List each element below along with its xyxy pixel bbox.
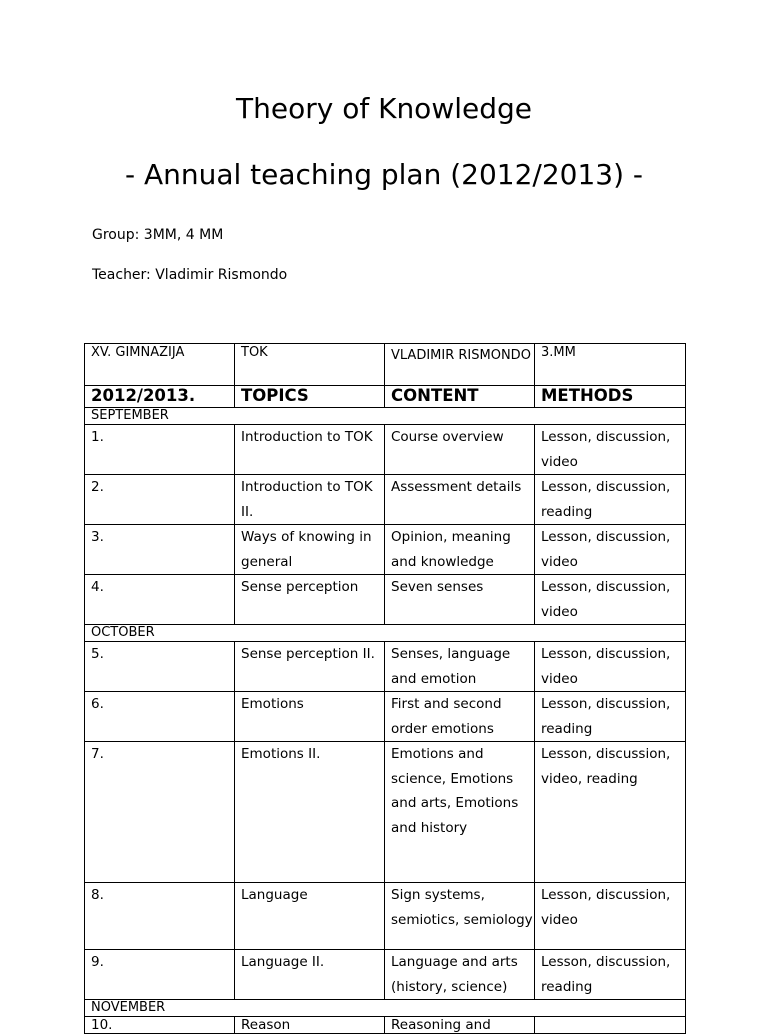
row-content: Assessment details: [385, 475, 535, 525]
row-number: 3.: [85, 525, 235, 575]
row-topic: Sense perception II.: [235, 642, 385, 692]
row-content: Emotions and science, Emotions and arts, Emotions and history: [385, 742, 535, 883]
month-label: SEPTEMBER: [85, 408, 686, 425]
table-row: [85, 950, 686, 1000]
month-row: [85, 625, 686, 642]
month-label: OCTOBER: [85, 625, 686, 642]
table-row: [85, 742, 686, 883]
row-number: 9.: [85, 950, 235, 1000]
table-row: [85, 425, 686, 475]
row-methods: Lesson, discussion, video: [535, 525, 686, 575]
row-number: 10.: [85, 1017, 235, 1034]
row-methods: Lesson, discussion, reading: [535, 475, 686, 525]
row-content: Reasoning and: [385, 1017, 535, 1034]
row-methods: Lesson, discussion, video: [535, 642, 686, 692]
month-row: [85, 1000, 686, 1017]
row-methods: Lesson, discussion, reading: [535, 950, 686, 1000]
month-label: NOVEMBER: [85, 1000, 686, 1017]
teaching-plan-table: [84, 343, 686, 1034]
info-row: [85, 344, 686, 386]
header-methods: METHODS: [535, 386, 686, 408]
info-class: 3.MM: [535, 344, 686, 386]
table-row: [85, 1017, 686, 1034]
row-topic: Emotions II.: [235, 742, 385, 883]
row-topic: Language: [235, 883, 385, 950]
header-year: 2012/2013.: [85, 386, 235, 408]
row-methods: [535, 1017, 686, 1034]
row-number: 1.: [85, 425, 235, 475]
info-subject: TOK: [235, 344, 385, 386]
header-content: CONTENT: [385, 386, 535, 408]
row-number: 6.: [85, 692, 235, 742]
document-title: Theory of Knowledge: [236, 92, 532, 125]
row-methods: Lesson, discussion, reading: [535, 692, 686, 742]
row-content: Language and arts (history, science): [385, 950, 535, 1000]
row-methods: Lesson, discussion, video: [535, 883, 686, 950]
document-subtitle: - Annual teaching plan (2012/2013) -: [124, 158, 644, 191]
table-row: [85, 883, 686, 950]
table-row: [85, 575, 686, 625]
row-content: Sign systems, semiotics, semiology: [385, 883, 535, 950]
row-number: 4.: [85, 575, 235, 625]
group-line: Group: 3MM, 4 MM: [92, 227, 224, 243]
row-content: Seven senses: [385, 575, 535, 625]
row-topic: Reason: [235, 1017, 385, 1034]
month-row: [85, 408, 686, 425]
teacher-line: Teacher: Vladimir Rismondo: [92, 267, 288, 283]
row-methods: Lesson, discussion, video, reading: [535, 742, 686, 883]
row-number: 8.: [85, 883, 235, 950]
table-row: [85, 692, 686, 742]
row-content: Opinion, meaning and knowledge: [385, 525, 535, 575]
row-methods: Lesson, discussion, video: [535, 425, 686, 475]
row-number: 2.: [85, 475, 235, 525]
table-row: [85, 642, 686, 692]
row-number: 5.: [85, 642, 235, 692]
row-topic: Language II.: [235, 950, 385, 1000]
table-row: [85, 525, 686, 575]
row-topic: Introduction to TOK: [235, 425, 385, 475]
row-topic: Ways of knowing in general: [235, 525, 385, 575]
row-content: Senses, language and emotion: [385, 642, 535, 692]
row-topic: Sense perception: [235, 575, 385, 625]
row-methods: Lesson, discussion, video: [535, 575, 686, 625]
row-content: First and second order emotions: [385, 692, 535, 742]
row-topic: Introduction to TOK II.: [235, 475, 385, 525]
info-teacher: VLADIMIR RISMONDO: [385, 344, 535, 386]
header-topics: TOPICS: [235, 386, 385, 408]
row-number: 7.: [85, 742, 235, 883]
header-row: [85, 386, 686, 408]
info-school: XV. GIMNAZIJA: [85, 344, 235, 386]
row-topic: Emotions: [235, 692, 385, 742]
table-row: [85, 475, 686, 525]
row-content: Course overview: [385, 425, 535, 475]
